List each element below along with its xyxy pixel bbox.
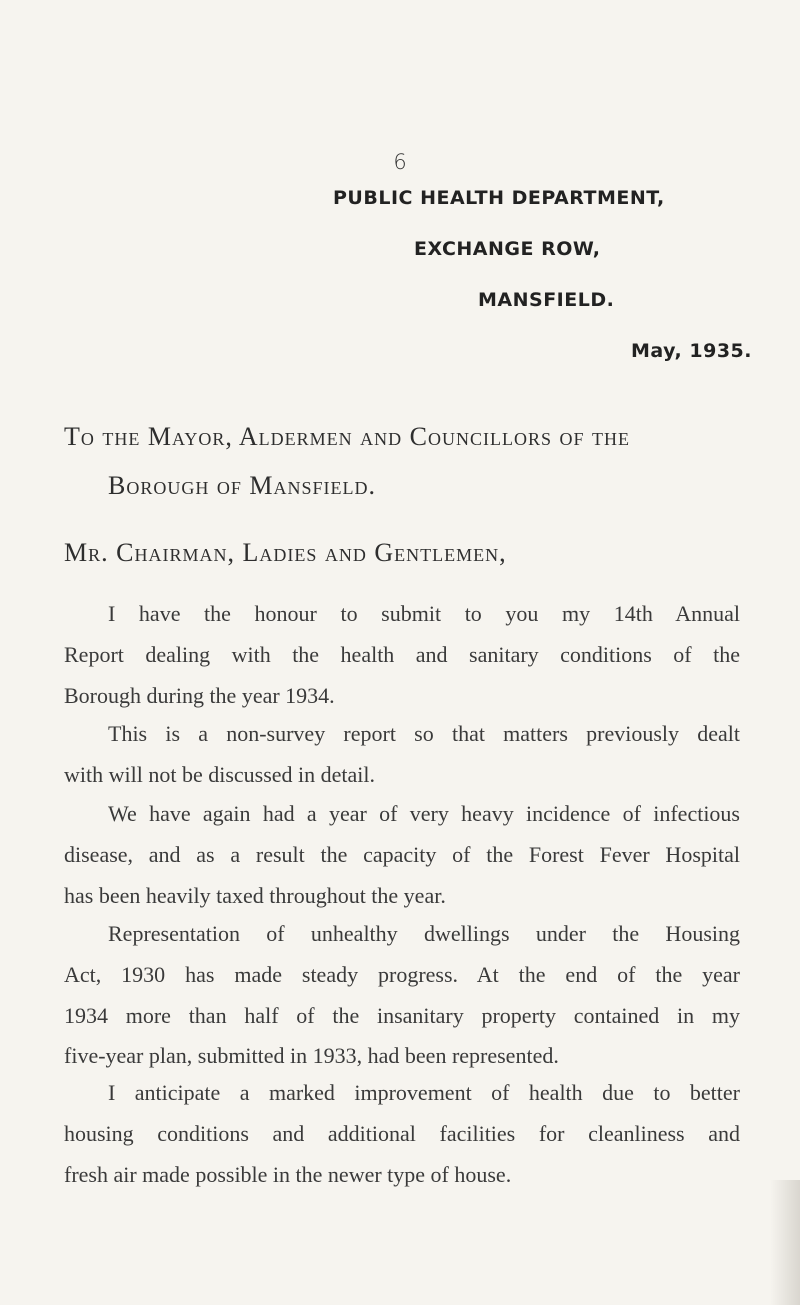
address-line-2: Borough of Mansfield. xyxy=(108,471,376,500)
paragraph-line: I anticipate a marked improvement of health due to better xyxy=(108,1080,740,1105)
paragraph-housing-act xyxy=(64,914,740,1077)
paragraph-line: Borough during the year 1934. xyxy=(64,682,335,708)
paragraph-line: with will not be discussed in detail. xyxy=(64,761,376,787)
paragraph-line: Act, 1930 has made steady progress. At the end of the year xyxy=(64,961,740,987)
street-address: EXCHANGE ROW, xyxy=(414,238,601,260)
paragraph-line: This is a non-survey report so that matters previously dealt xyxy=(108,721,740,746)
paragraph-line: disease, and as a result the capacity of the Forest Fever Hospital xyxy=(64,841,740,867)
paragraph-report-intro xyxy=(64,594,740,716)
paragraph-health-improvement xyxy=(64,1073,740,1195)
paragraph-line: housing conditions and additional facilities for cleanliness and xyxy=(64,1120,740,1146)
paragraph-line: has been heavily taxed throughout the year. xyxy=(64,882,446,908)
paragraph-line: five-year plan, submitted in 1933, had been represented. xyxy=(64,1043,559,1069)
paragraph-line: I have the honour to submit to you my 14th Annual xyxy=(108,601,740,626)
department-name: PUBLIC HEALTH DEPARTMENT, xyxy=(333,187,665,209)
letter-date: May, 1935. xyxy=(631,340,752,362)
paragraph-line: fresh air made possible in the newer type of house. xyxy=(64,1161,512,1187)
page-number: 6 xyxy=(393,150,407,174)
paragraph-infectious-disease xyxy=(64,794,740,916)
paragraph-line: We have again had a year of very heavy incidence of infectious xyxy=(108,801,740,826)
salutation: Mr. Chairman, Ladies and Gentlemen, xyxy=(64,538,507,567)
page-edge-shadow xyxy=(770,1180,800,1305)
paragraph-line: 1934 more than half of the insanitary property contained in my xyxy=(64,1002,740,1028)
address-line-1: To the Mayor, Aldermen and Councillors of the xyxy=(64,422,631,451)
paragraph-line: Report dealing with the health and sanitary conditions of the xyxy=(64,641,740,667)
paragraph-non-survey xyxy=(64,714,740,796)
town-name: MANSFIELD. xyxy=(478,289,615,311)
paragraph-line: Representation of unhealthy dwellings under the Housing xyxy=(108,921,740,946)
